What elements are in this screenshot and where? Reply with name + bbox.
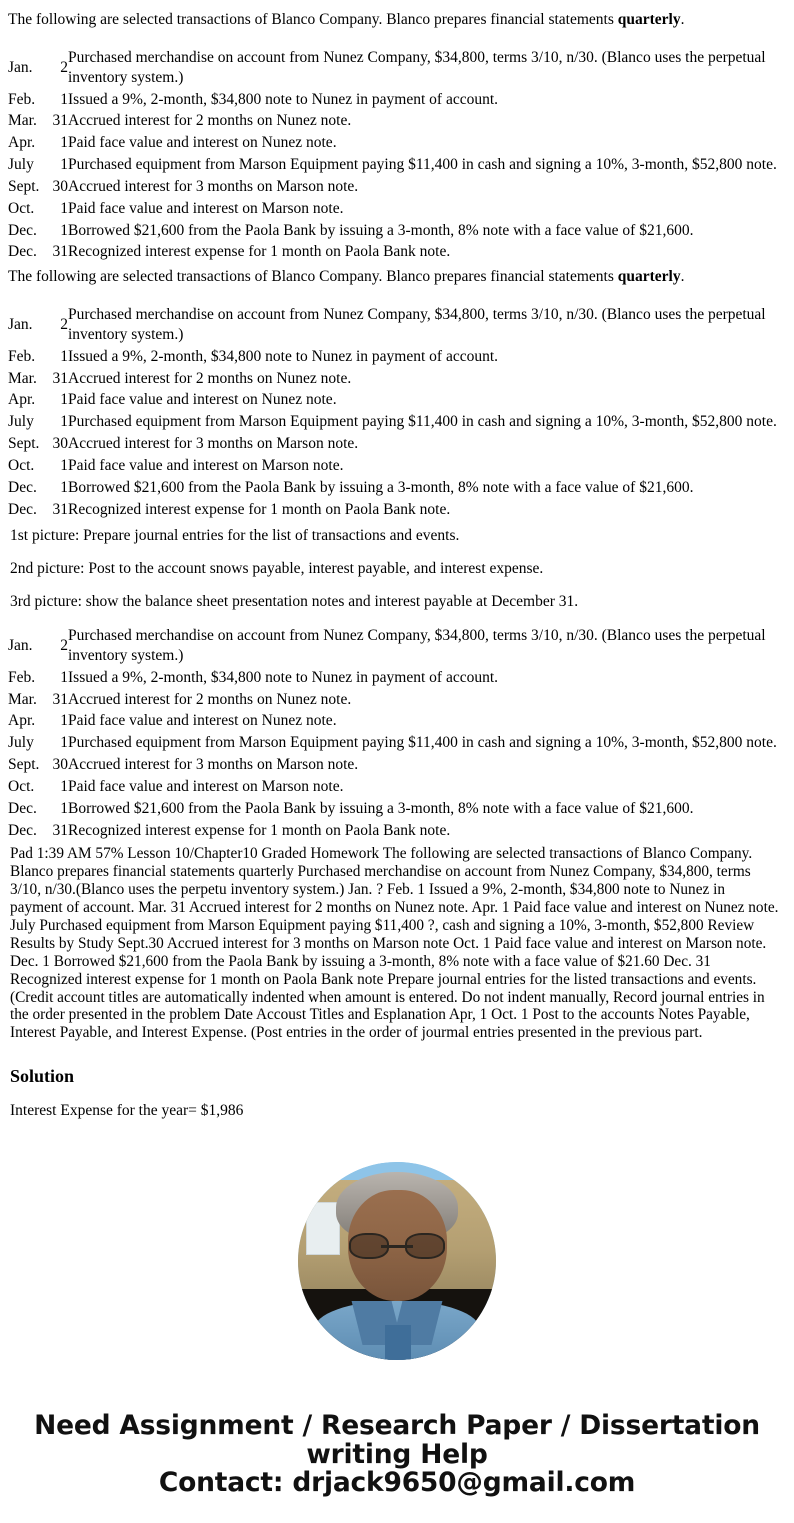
txn-day: 30	[52, 177, 68, 195]
txn-description: Accrued interest for 2 months on Nunez note.	[68, 690, 352, 708]
txn-day: 1	[60, 478, 68, 496]
transactions-table-3	[8, 625, 786, 841]
txn-month: July	[8, 413, 34, 431]
txn-month: Dec.	[8, 243, 37, 261]
ocr-dense-paragraph: Pad 1:39 AM 57% Lesson 10/Chapter10 Graded Homework The following are selected transactions of Blanco Company. Blanco prepares financial statements quarterly Purchased merchandise on account from Nunez Company, $34,800, terms 3/10, n/30.(Blanco uses the perpetu inventory system.) Jan. ? Feb. 1 Issued a 9%, 2-month, $34,800 note to Nunez in payment of account. Mar. 31 Accrued interest for 2 months on Nunez note. Apr. 1 Paid face value and interest on Nunez note. July Purchased equipment from Marson Equipment paying $11,400 ?, cash and signing a 10%, 3-month, $52,800 Review Results by Study Sept.30 Accrued interest for 3 months on Marson note Oct. 1 Paid face value and interest on Marson note. Dec. 1 Borrowed $21,600 from the Paola Bank by issuing a 3-month, 8% note with a face value of $21.60 Dec. 31 Recognized interest expense for 1 month on Paola Bank note Prepare journal entries for the listed transactions and events. (Credit account titles are automatically indented when amount is entered. Do not indent manually, Record journal entries in the order presented in the problem Date Accoust Titles and Esplanation Apr, 1 Oct. 1 Post to the accounts Notes Payable, Interest Payable, and Interest Expense. (Post entries in the order of jourmal entries presented in the previous part.	[10, 845, 779, 1042]
txn-description: Recognized interest expense for 1 month on Paola Bank note.	[68, 243, 451, 261]
table-row	[8, 732, 786, 754]
txn-month: Oct.	[8, 199, 35, 217]
glasses-bridge	[381, 1245, 413, 1248]
txn-description: Accrued interest for 3 months on Marson note.	[68, 756, 359, 774]
intro-paragraph-1	[8, 10, 786, 31]
txn-day: 30	[52, 756, 68, 774]
txn-day: 1	[60, 734, 68, 752]
txn-day: 1	[60, 777, 68, 795]
avatar-tie	[385, 1325, 411, 1361]
txn-day: 31	[52, 369, 68, 387]
txn-description: Paid face value and interest on Marson note.	[68, 456, 344, 474]
table-row	[8, 220, 786, 242]
transactions-body-1	[8, 47, 786, 263]
txn-month: Dec.	[8, 478, 37, 496]
txn-day: 2	[60, 316, 68, 334]
table-row	[8, 132, 786, 154]
txn-description: Recognized interest expense for 1 month on Paola Bank note.	[68, 821, 451, 839]
table-row	[8, 346, 786, 368]
table-row	[8, 368, 786, 390]
table-row	[8, 689, 786, 711]
txn-description: Purchased merchandise on account from Nunez Company, $34,800, terms 3/10, n/30. (Blanco uses the perpetual inventory system.)	[68, 306, 766, 343]
txn-month: Dec.	[8, 500, 37, 518]
txn-day: 1	[60, 712, 68, 730]
txn-day: 31	[52, 821, 68, 839]
intro-bold-quarterly: quarterly	[617, 268, 681, 286]
txn-description: Purchased merchandise on account from Nunez Company, $34,800, terms 3/10, n/30. (Blanco uses the perpetual inventory system.)	[68, 627, 766, 664]
avatar	[298, 1162, 496, 1360]
transactions-body-3	[8, 625, 786, 841]
txn-description: Paid face value and interest on Marson note.	[68, 199, 344, 217]
txn-description: Purchased equipment from Marson Equipment paying $11,400 in cash and signing a 10%, 3-month, $52,800 note.	[68, 734, 777, 752]
txn-day: 1	[60, 199, 68, 217]
txn-day: 1	[60, 668, 68, 686]
txn-month: Apr.	[8, 712, 36, 730]
table-row	[8, 411, 786, 433]
txn-day: 1	[60, 156, 68, 174]
txn-day: 1	[60, 456, 68, 474]
table-row	[8, 110, 786, 132]
txn-month: Feb.	[8, 668, 36, 686]
txn-description: Accrued interest for 3 months on Marson note.	[68, 177, 359, 195]
txn-day: 1	[60, 799, 68, 817]
txn-day: 1	[60, 90, 68, 108]
table-row	[8, 47, 786, 89]
txn-day: 31	[52, 112, 68, 130]
txn-month: Sept.	[8, 435, 40, 453]
table-row	[8, 667, 786, 689]
intro-text-after: .	[680, 11, 685, 28]
promo-line-1: Need Assignment / Research Paper / Dissertation	[34, 1410, 760, 1442]
avatar-wall-panel	[306, 1202, 340, 1255]
txn-month: Dec.	[8, 799, 37, 817]
txn-day: 31	[52, 500, 68, 518]
txn-month: Jan.	[8, 316, 33, 334]
promo-line-2: writing Help	[306, 1438, 488, 1470]
table-row	[8, 304, 786, 346]
table-row	[8, 455, 786, 477]
table-row	[8, 499, 786, 521]
txn-month: Feb.	[8, 347, 36, 365]
table-row	[8, 776, 786, 798]
txn-description: Issued a 9%, 2-month, $34,800 note to Nunez in payment of account.	[68, 668, 499, 686]
promo-footer	[8, 1412, 786, 1498]
solution-heading: Solution	[10, 1066, 75, 1087]
txn-month: Sept.	[8, 756, 40, 774]
txn-day: 1	[60, 413, 68, 431]
txn-month: Feb.	[8, 90, 36, 108]
txn-month: Apr.	[8, 134, 36, 152]
intro-text-before: The following are selected transactions of Blanco Company. Blanco prepares financial statements	[8, 11, 618, 28]
txn-month: Mar.	[8, 369, 37, 387]
table-row	[8, 625, 786, 667]
intro-text-before: The following are selected transactions of Blanco Company. Blanco prepares financial statements	[8, 268, 618, 286]
txn-description: Accrued interest for 2 months on Nunez note.	[68, 369, 352, 387]
txn-description: Recognized interest expense for 1 month on Paola Bank note.	[68, 500, 451, 518]
txn-day: 31	[52, 243, 68, 261]
table-row	[8, 710, 786, 732]
txn-description: Borrowed $21,600 from the Paola Bank by issuing a 3-month, 8% note with a face value of $21,600.	[68, 478, 694, 496]
table-row	[8, 389, 786, 411]
txn-month: Mar.	[8, 690, 37, 708]
txn-month: Jan.	[8, 637, 33, 655]
table-row	[8, 820, 786, 842]
avatar-container	[8, 1162, 786, 1360]
table-row	[8, 754, 786, 776]
table-row	[8, 477, 786, 499]
txn-description: Purchased merchandise on account from Nunez Company, $34,800, terms 3/10, n/30. (Blanco uses the perpetual inventory system.)	[68, 48, 766, 86]
requirement-line-2: 2nd picture: Post to the account snows payable, interest payable, and interest expense.	[10, 560, 544, 578]
txn-month: Apr.	[8, 391, 36, 409]
solution-answer: Interest Expense for the year= $1,986	[10, 1102, 244, 1120]
txn-day: 2	[60, 637, 68, 655]
txn-month: July	[8, 156, 34, 174]
txn-description: Purchased equipment from Marson Equipment paying $11,400 in cash and signing a 10%, 3-month, $52,800 note.	[68, 156, 777, 174]
txn-month: Oct.	[8, 777, 35, 795]
txn-description: Accrued interest for 3 months on Marson note.	[68, 435, 359, 453]
txn-day: 1	[60, 391, 68, 409]
txn-description: Purchased equipment from Marson Equipment paying $11,400 in cash and signing a 10%, 3-month, $52,800 note.	[68, 413, 777, 431]
txn-description: Paid face value and interest on Nunez note.	[68, 391, 337, 409]
txn-day: 1	[60, 347, 68, 365]
table-row	[8, 176, 786, 198]
table-row	[8, 241, 786, 263]
txn-month: July	[8, 734, 34, 752]
txn-day: 30	[52, 435, 68, 453]
requirement-line-1: 1st picture: Prepare journal entries for the list of transactions and events.	[10, 527, 460, 545]
txn-description: Accrued interest for 2 months on Nunez note.	[68, 112, 352, 130]
requirement-line-3: 3rd picture: show the balance sheet presentation notes and interest payable at December 31.	[10, 593, 579, 611]
txn-month: Sept.	[8, 177, 40, 195]
transactions-table-1	[8, 47, 786, 263]
transactions-table-2	[8, 304, 786, 520]
intro-paragraph-2	[8, 267, 786, 288]
promo-contact-email[interactable]: Contact: drjack9650@gmail.com	[158, 1467, 636, 1499]
txn-day: 2	[60, 58, 68, 76]
transactions-body-2	[8, 304, 786, 520]
table-row	[8, 798, 786, 820]
txn-day: 1	[60, 134, 68, 152]
txn-description: Paid face value and interest on Marson note.	[68, 777, 344, 795]
txn-month: Dec.	[8, 821, 37, 839]
table-row	[8, 433, 786, 455]
txn-month: Jan.	[8, 58, 33, 76]
txn-month: Oct.	[8, 456, 35, 474]
txn-description: Paid face value and interest on Nunez note.	[68, 134, 337, 152]
table-row	[8, 198, 786, 220]
intro-text-after: .	[680, 268, 685, 286]
txn-month: Dec.	[8, 221, 37, 239]
txn-day: 1	[60, 221, 68, 239]
txn-description: Paid face value and interest on Nunez note.	[68, 712, 337, 730]
txn-description: Borrowed $21,600 from the Paola Bank by issuing a 3-month, 8% note with a face value of $21,600.	[68, 221, 694, 239]
table-row	[8, 154, 786, 176]
intro-bold-quarterly: quarterly	[617, 11, 681, 28]
txn-day: 31	[52, 690, 68, 708]
txn-description: Issued a 9%, 2-month, $34,800 note to Nunez in payment of account.	[68, 90, 499, 108]
table-row	[8, 89, 786, 111]
txn-month: Mar.	[8, 112, 37, 130]
txn-description: Issued a 9%, 2-month, $34,800 note to Nunez in payment of account.	[68, 347, 499, 365]
txn-description: Borrowed $21,600 from the Paola Bank by issuing a 3-month, 8% note with a face value of $21,600.	[68, 799, 694, 817]
